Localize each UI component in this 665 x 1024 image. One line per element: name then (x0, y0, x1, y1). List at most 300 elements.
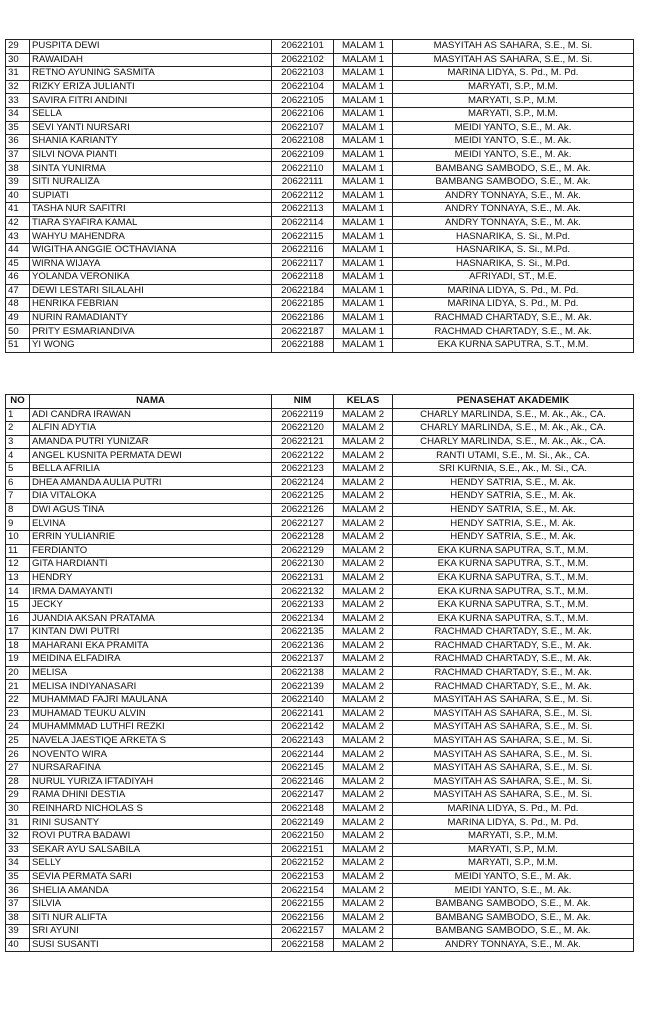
table-row (6, 544, 634, 558)
cell-nama: SHANIA KARIANTY (30, 135, 272, 149)
cell-penasehat: MASYITAH AS SAHARA, S.E., M. Si. (393, 721, 634, 735)
cell-nim: 20622139 (272, 680, 334, 694)
cell-penasehat: HENDY SATRIA, S.E., M. Ak. (393, 503, 634, 517)
cell-penasehat: MARINA LIDYA, S. Pd., M. Pd. (393, 802, 634, 816)
cell-penasehat: MASYITAH AS SAHARA, S.E., M. Si. (393, 694, 634, 708)
cell-nim: 20622124 (272, 476, 334, 490)
cell-no: 3 (6, 435, 30, 449)
cell-nim: 20622111 (272, 175, 334, 189)
cell-penasehat: BAMBANG SAMBODO, S.E., M. Ak. (393, 911, 634, 925)
cell-no: 30 (6, 53, 30, 67)
cell-no: 40 (6, 938, 30, 952)
cell-kelas: MALAM 2 (334, 707, 393, 721)
cell-no: 39 (6, 925, 30, 939)
cell-no: 40 (6, 189, 30, 203)
cell-no: 50 (6, 325, 30, 339)
cell-kelas: MALAM 1 (334, 257, 393, 271)
cell-penasehat: BAMBANG SAMBODO, S.E., M. Ak. (393, 925, 634, 939)
cell-penasehat: MEIDI YANTO, S.E., M. Ak. (393, 135, 634, 149)
cell-penasehat: HENDY SATRIA, S.E., M. Ak. (393, 517, 634, 531)
cell-no: 24 (6, 721, 30, 735)
cell-penasehat: HASNARIKA, S. Si., M.Pd. (393, 230, 634, 244)
cell-nama: WAHYU MAHENDRA (30, 230, 272, 244)
cell-penasehat: RACHMAD CHARTADY, S.E., M. Ak. (393, 626, 634, 640)
cell-nim: 20622152 (272, 857, 334, 871)
cell-nama: KINTAN DWI PUTRI (30, 626, 272, 640)
table-row (6, 107, 634, 121)
cell-no: 12 (6, 558, 30, 572)
cell-no: 47 (6, 284, 30, 298)
cell-nama: AMANDA PUTRI YUNIZAR (30, 435, 272, 449)
table-row (6, 408, 634, 422)
cell-nama: REINHARD NICHOLAS S (30, 802, 272, 816)
table-row (6, 789, 634, 803)
cell-nim: 20622184 (272, 284, 334, 298)
cell-kelas: MALAM 1 (334, 325, 393, 339)
cell-nim: 20622186 (272, 311, 334, 325)
cell-kelas: MALAM 2 (334, 571, 393, 585)
table-row (6, 175, 634, 189)
cell-no: 8 (6, 503, 30, 517)
table-row (6, 311, 634, 325)
table-row (6, 857, 634, 871)
cell-nama: SEVIA PERMATA SARI (30, 870, 272, 884)
table-row (6, 462, 634, 476)
cell-kelas: MALAM 2 (334, 422, 393, 436)
table-row (6, 271, 634, 285)
cell-penasehat: EKA KURNA SAPUTRA, S.T., M.M. (393, 544, 634, 558)
cell-nama: NAVELA JAESTIQE ARKETA S (30, 734, 272, 748)
cell-penasehat: HASNARIKA, S. Si., M.Pd. (393, 257, 634, 271)
cell-nim: 20622123 (272, 462, 334, 476)
cell-kelas: MALAM 2 (334, 721, 393, 735)
cell-nim: 20622101 (272, 40, 334, 54)
cell-penasehat: MASYITAH AS SAHARA, S.E., M. Si. (393, 40, 634, 54)
table-row (6, 639, 634, 653)
cell-no: 18 (6, 639, 30, 653)
cell-kelas: MALAM 1 (334, 216, 393, 230)
cell-penasehat: EKA KURNA SAPUTRA, S.T., M.M. (393, 598, 634, 612)
table-row (6, 284, 634, 298)
table-header (6, 395, 634, 409)
cell-nama: SHELIA AMANDA (30, 884, 272, 898)
cell-nim: 20622109 (272, 148, 334, 162)
table-row (6, 435, 634, 449)
table-row (6, 243, 634, 257)
cell-penasehat: EKA KURNA SAPUTRA, S.T., M.M. (393, 612, 634, 626)
table-row (6, 135, 634, 149)
cell-no: 1 (6, 408, 30, 422)
cell-nama: RINI SUSANTY (30, 816, 272, 830)
table-row (6, 830, 634, 844)
cell-nim: 20622102 (272, 53, 334, 67)
table-row (6, 721, 634, 735)
table-row (6, 666, 634, 680)
cell-nim: 20622115 (272, 230, 334, 244)
cell-nim: 20622156 (272, 911, 334, 925)
table-row (6, 80, 634, 94)
cell-no: 34 (6, 857, 30, 871)
cell-nama: SEVI YANTI NURSARI (30, 121, 272, 135)
cell-nim: 20622103 (272, 67, 334, 81)
table-row (6, 870, 634, 884)
cell-kelas: MALAM 2 (334, 789, 393, 803)
cell-penasehat: MARYATI, S.P., M.M. (393, 830, 634, 844)
cell-nama: ALFIN ADYTIA (30, 422, 272, 436)
cell-kelas: MALAM 1 (334, 284, 393, 298)
cell-kelas: MALAM 2 (334, 626, 393, 640)
cell-penasehat: CHARLY MARLINDA, S.E., M. Ak., Ak., CA. (393, 435, 634, 449)
cell-no: 9 (6, 517, 30, 531)
cell-nama: HENDRY (30, 571, 272, 585)
cell-kelas: MALAM 2 (334, 734, 393, 748)
header-row (6, 395, 634, 409)
cell-nama: WIRNA WIJAYA (30, 257, 272, 271)
cell-penasehat: RACHMAD CHARTADY, S.E., M. Ak. (393, 311, 634, 325)
header-kelas: KELAS (334, 395, 393, 409)
cell-kelas: MALAM 2 (334, 476, 393, 490)
cell-nim: 20622144 (272, 748, 334, 762)
cell-kelas: MALAM 2 (334, 408, 393, 422)
cell-nama: ERRIN YULIANRIE (30, 530, 272, 544)
cell-nim: 20622141 (272, 707, 334, 721)
cell-kelas: MALAM 1 (334, 175, 393, 189)
cell-nim: 20622143 (272, 734, 334, 748)
cell-kelas: MALAM 1 (334, 162, 393, 176)
cell-penasehat: MEIDI YANTO, S.E., M. Ak. (393, 148, 634, 162)
table-row (6, 938, 634, 952)
cell-nim: 20622121 (272, 435, 334, 449)
cell-nama: MAHARANI EKA PRAMITA (30, 639, 272, 653)
cell-penasehat: MARINA LIDYA, S. Pd., M. Pd. (393, 284, 634, 298)
cell-penasehat: MEIDI YANTO, S.E., M. Ak. (393, 884, 634, 898)
cell-nim: 20622105 (272, 94, 334, 108)
cell-kelas: MALAM 2 (334, 544, 393, 558)
cell-penasehat: SRI KURNIA, S.E., Ak., M. Si., CA. (393, 462, 634, 476)
cell-nim: 20622145 (272, 762, 334, 776)
table-row (6, 707, 634, 721)
cell-nama: SAVIRA FITRI ANDINI (30, 94, 272, 108)
cell-nim: 20622138 (272, 666, 334, 680)
cell-nim: 20622146 (272, 775, 334, 789)
cell-penasehat: MASYITAH AS SAHARA, S.E., M. Si. (393, 775, 634, 789)
cell-kelas: MALAM 2 (334, 802, 393, 816)
cell-nama: YOLANDA VERONIKA (30, 271, 272, 285)
cell-no: 38 (6, 162, 30, 176)
cell-no: 22 (6, 694, 30, 708)
table-row (6, 449, 634, 463)
table-row (6, 298, 634, 312)
cell-nama: DHEA AMANDA AULIA PUTRI (30, 476, 272, 490)
cell-nama: JECKY (30, 598, 272, 612)
table-row (6, 734, 634, 748)
cell-kelas: MALAM 2 (334, 585, 393, 599)
cell-kelas: MALAM 2 (334, 694, 393, 708)
cell-penasehat: ANDRY TONNAYA, S.E., M. Ak. (393, 216, 634, 230)
cell-no: 35 (6, 870, 30, 884)
cell-no: 44 (6, 243, 30, 257)
cell-kelas: MALAM 2 (334, 612, 393, 626)
table-row (6, 694, 634, 708)
cell-nama: SILVIA (30, 897, 272, 911)
cell-nim: 20622107 (272, 121, 334, 135)
cell-nim: 20622155 (272, 897, 334, 911)
cell-penasehat: MARYATI, S.P., M.M. (393, 94, 634, 108)
cell-penasehat: MASYITAH AS SAHARA, S.E., M. Si. (393, 789, 634, 803)
cell-kelas: MALAM 2 (334, 517, 393, 531)
cell-no: 28 (6, 775, 30, 789)
cell-no: 4 (6, 449, 30, 463)
cell-nama: SRI AYUNI (30, 925, 272, 939)
cell-no: 45 (6, 257, 30, 271)
table-row (6, 162, 634, 176)
cell-nim: 20622118 (272, 271, 334, 285)
table-row (6, 911, 634, 925)
table-row (6, 816, 634, 830)
cell-kelas: MALAM 2 (334, 503, 393, 517)
cell-kelas: MALAM 2 (334, 748, 393, 762)
cell-nama: MUHAMAD TEUKU ALVIN (30, 707, 272, 721)
cell-kelas: MALAM 2 (334, 897, 393, 911)
cell-nama: YI WONG (30, 339, 272, 353)
cell-no: 41 (6, 203, 30, 217)
cell-penasehat: EKA KURNA SAPUTRA, S.T., M.M. (393, 571, 634, 585)
cell-nama: MELISA INDIYANASARI (30, 680, 272, 694)
cell-nama: ELVINA (30, 517, 272, 531)
cell-no: 19 (6, 653, 30, 667)
cell-nama: SEKAR AYU SALSABILA (30, 843, 272, 857)
cell-nama: SELLY (30, 857, 272, 871)
cell-nama: DIA VITALOKA (30, 490, 272, 504)
cell-penasehat: CHARLY MARLINDA, S.E., M. Ak., Ak., CA. (393, 408, 634, 422)
cell-kelas: MALAM 1 (334, 107, 393, 121)
cell-nama: TASHA NUR SAFITRI (30, 203, 272, 217)
table-row (6, 230, 634, 244)
cell-nama: MUHAMMAD FAJRI MAULANA (30, 694, 272, 708)
table-row (6, 585, 634, 599)
header-nim: NIM (272, 395, 334, 409)
table-row (6, 490, 634, 504)
cell-nama: SUPIATI (30, 189, 272, 203)
table-row (6, 476, 634, 490)
cell-nim: 20622108 (272, 135, 334, 149)
cell-kelas: MALAM 1 (334, 53, 393, 67)
cell-kelas: MALAM 2 (334, 680, 393, 694)
cell-nama: RAWAIDAH (30, 53, 272, 67)
cell-penasehat: BAMBANG SAMBODO, S.E., M. Ak. (393, 162, 634, 176)
cell-no: 31 (6, 67, 30, 81)
cell-penasehat: MARYATI, S.P., M.M. (393, 857, 634, 871)
cell-kelas: MALAM 1 (334, 243, 393, 257)
table-row (6, 121, 634, 135)
cell-nim: 20622126 (272, 503, 334, 517)
cell-kelas: MALAM 2 (334, 462, 393, 476)
cell-kelas: MALAM 2 (334, 925, 393, 939)
cell-kelas: MALAM 1 (334, 189, 393, 203)
table-row (6, 775, 634, 789)
cell-kelas: MALAM 2 (334, 911, 393, 925)
cell-kelas: MALAM 2 (334, 816, 393, 830)
cell-penasehat: MASYITAH AS SAHARA, S.E., M. Si. (393, 734, 634, 748)
cell-kelas: MALAM 1 (334, 271, 393, 285)
cell-nim: 20622122 (272, 449, 334, 463)
table-body (6, 40, 634, 353)
cell-nama: MEIDINA ELFADIRA (30, 653, 272, 667)
cell-nim: 20622136 (272, 639, 334, 653)
cell-nim: 20622154 (272, 884, 334, 898)
cell-no: 29 (6, 789, 30, 803)
cell-nim: 20622133 (272, 598, 334, 612)
cell-penasehat: MARYATI, S.P., M.M. (393, 843, 634, 857)
student-table-malam-1 (5, 39, 634, 353)
cell-kelas: MALAM 2 (334, 449, 393, 463)
cell-nim: 20622151 (272, 843, 334, 857)
cell-no: 6 (6, 476, 30, 490)
cell-penasehat: BAMBANG SAMBODO, S.E., M. Ak. (393, 175, 634, 189)
cell-penasehat: HASNARIKA, S. Si., M.Pd. (393, 243, 634, 257)
cell-nim: 20622127 (272, 517, 334, 531)
cell-nim: 20622187 (272, 325, 334, 339)
cell-nama: MELISA (30, 666, 272, 680)
table-row (6, 422, 634, 436)
cell-nama: NURIN RAMADIANTY (30, 311, 272, 325)
table-row (6, 925, 634, 939)
cell-nim: 20622129 (272, 544, 334, 558)
cell-kelas: MALAM 1 (334, 40, 393, 54)
table-row (6, 503, 634, 517)
cell-no: 23 (6, 707, 30, 721)
cell-nim: 20622116 (272, 243, 334, 257)
cell-no: 16 (6, 612, 30, 626)
cell-penasehat: MARYATI, S.P., M.M. (393, 80, 634, 94)
cell-penasehat: HENDY SATRIA, S.E., M. Ak. (393, 490, 634, 504)
table-body (6, 408, 634, 952)
cell-penasehat: MARINA LIDYA, S. Pd., M. Pd. (393, 67, 634, 81)
cell-nim: 20622150 (272, 830, 334, 844)
cell-penasehat: MEIDI YANTO, S.E., M. Ak. (393, 870, 634, 884)
table-row (6, 571, 634, 585)
cell-no: 27 (6, 762, 30, 776)
cell-kelas: MALAM 2 (334, 435, 393, 449)
cell-nama: RAMA DHINI DESTIA (30, 789, 272, 803)
table-row (6, 339, 634, 353)
cell-no: 43 (6, 230, 30, 244)
cell-nama: WIGITHA ANGGIE OCTHAVIANA (30, 243, 272, 257)
cell-no: 39 (6, 175, 30, 189)
cell-kelas: MALAM 2 (334, 598, 393, 612)
cell-no: 35 (6, 121, 30, 135)
cell-no: 32 (6, 80, 30, 94)
table-row (6, 884, 634, 898)
cell-no: 48 (6, 298, 30, 312)
table-row (6, 748, 634, 762)
cell-no: 49 (6, 311, 30, 325)
cell-penasehat: EKA KURNA SAPUTRA, S.T., M.M. (393, 339, 634, 353)
table-row (6, 626, 634, 640)
cell-penasehat: AFRIYADI, ST., M.E. (393, 271, 634, 285)
cell-nim: 20622120 (272, 422, 334, 436)
cell-nama: NURSARAFINA (30, 762, 272, 776)
table-row (6, 216, 634, 230)
cell-kelas: MALAM 1 (334, 135, 393, 149)
cell-penasehat: RACHMAD CHARTADY, S.E., M. Ak. (393, 325, 634, 339)
cell-nama: SITI NUR ALIFTA (30, 911, 272, 925)
cell-nim: 20622119 (272, 408, 334, 422)
cell-nim: 20622185 (272, 298, 334, 312)
cell-no: 30 (6, 802, 30, 816)
cell-kelas: MALAM 2 (334, 653, 393, 667)
cell-no: 26 (6, 748, 30, 762)
cell-no: 7 (6, 490, 30, 504)
table-row (6, 612, 634, 626)
cell-nim: 20622113 (272, 203, 334, 217)
cell-kelas: MALAM 2 (334, 490, 393, 504)
cell-penasehat: EKA KURNA SAPUTRA, S.T., M.M. (393, 558, 634, 572)
table-row (6, 680, 634, 694)
cell-kelas: MALAM 2 (334, 558, 393, 572)
table-row (6, 897, 634, 911)
table-row (6, 762, 634, 776)
table-row (6, 558, 634, 572)
cell-no: 36 (6, 884, 30, 898)
cell-penasehat: ANDRY TONNAYA, S.E., M. Ak. (393, 203, 634, 217)
cell-kelas: MALAM 1 (334, 121, 393, 135)
cell-kelas: MALAM 1 (334, 94, 393, 108)
cell-no: 37 (6, 897, 30, 911)
cell-nim: 20622131 (272, 571, 334, 585)
table-row (6, 148, 634, 162)
cell-no: 11 (6, 544, 30, 558)
cell-nim: 20622134 (272, 612, 334, 626)
cell-nama: MUHAMMMAD LUTHFI REZKI (30, 721, 272, 735)
cell-nim: 20622117 (272, 257, 334, 271)
cell-kelas: MALAM 1 (334, 80, 393, 94)
cell-no: 33 (6, 94, 30, 108)
cell-kelas: MALAM 2 (334, 639, 393, 653)
cell-nama: ADI CANDRA IRAWAN (30, 408, 272, 422)
cell-no: 13 (6, 571, 30, 585)
cell-nama: IRMA DAMAYANTI (30, 585, 272, 599)
cell-nim: 20622140 (272, 694, 334, 708)
cell-no: 32 (6, 830, 30, 844)
cell-no: 17 (6, 626, 30, 640)
cell-penasehat: MASYITAH AS SAHARA, S.E., M. Si. (393, 707, 634, 721)
cell-nim: 20622110 (272, 162, 334, 176)
cell-kelas: MALAM 1 (334, 339, 393, 353)
cell-nama: JUANDIA AKSAN PRATAMA (30, 612, 272, 626)
cell-nim: 20622112 (272, 189, 334, 203)
cell-penasehat: HENDY SATRIA, S.E., M. Ak. (393, 530, 634, 544)
table-row (6, 517, 634, 531)
cell-kelas: MALAM 2 (334, 938, 393, 952)
cell-nama: GITA HARDIANTI (30, 558, 272, 572)
cell-nim: 20622125 (272, 490, 334, 504)
cell-nama: NOVENTO WIRA (30, 748, 272, 762)
cell-nim: 20622157 (272, 925, 334, 939)
cell-kelas: MALAM 2 (334, 857, 393, 871)
table-row (6, 653, 634, 667)
cell-nim: 20622153 (272, 870, 334, 884)
table-row (6, 94, 634, 108)
cell-penasehat: MARYATI, S.P., M.M. (393, 107, 634, 121)
cell-no: 20 (6, 666, 30, 680)
cell-penasehat: HENDY SATRIA, S.E., M. Ak. (393, 476, 634, 490)
table-row (6, 598, 634, 612)
cell-penasehat: ANDRY TONNAYA, S.E., M. Ak. (393, 938, 634, 952)
cell-penasehat: MASYITAH AS SAHARA, S.E., M. Si. (393, 53, 634, 67)
cell-nama: RETNO AYUNING SASMITA (30, 67, 272, 81)
cell-no: 33 (6, 843, 30, 857)
